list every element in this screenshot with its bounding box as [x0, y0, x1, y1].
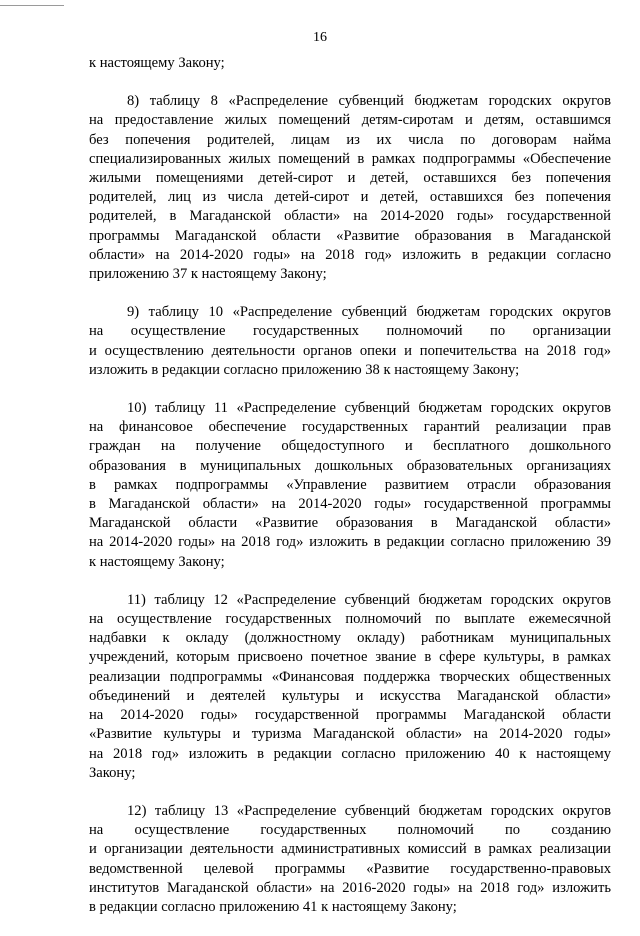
text-line: и организации деятельности административных комиссий в рамках реализации [89, 841, 611, 858]
text-line: учреждений, которым присвоено почетное звание в сфере культуры, в рамках [89, 649, 611, 666]
text-line: к настоящему Закону; [89, 553, 225, 570]
text-line: на 2018 год» изложить в редакции согласно приложению 40 к настоящему [89, 745, 611, 762]
text-line: области» на 2014-2020 годы» на 2018 год» изложить в редакции согласно [89, 246, 611, 263]
text-line: объединений и деятелей культуры и искусства Магаданской области» [89, 687, 611, 704]
text-line: родителей, в Магаданской области» на 2014-2020 годы» государственной [89, 208, 611, 225]
page-number: 16 [313, 30, 327, 45]
text-line: на финансовое обеспечение государственных гарантий реализации прав [89, 419, 611, 436]
text-line: без попечения родителей, лицам из их числа по договорам найма [89, 131, 611, 148]
text-line: в Магаданской области» на 2014-2020 годы» государственной программы [89, 496, 611, 513]
text-line: Магаданской области «Развитие образования в Магаданской области» [89, 515, 611, 532]
text-line: на осуществление государственных полномочий по организации [89, 323, 611, 340]
text-line: на 2014-2020 годы» на 2018 год» изложить в редакции согласно приложению 39 [89, 534, 611, 551]
text-line: изложить в редакции согласно приложению 38 к настоящему Закону; [89, 361, 520, 378]
text-line: на осуществление государственных полномочий по выплате ежемесячной [89, 611, 611, 628]
text-line: на осуществление государственных полномочий по созданию [89, 822, 611, 839]
text-line: специализированных жилых помещений в рамках подпрограммы «Обеспечение [89, 150, 611, 167]
text-line: на предоставление жилых помещений детям-сиротам и детям, оставшимся [89, 112, 611, 129]
scan-edge-mark [0, 0, 64, 6]
text-line: ведомственной целевой программы «Развитие государственно-правовых [89, 860, 611, 877]
text-line: родителей, лиц из числа детей-сирот и детей, оставшихся без попечения [89, 189, 611, 206]
paragraph-4 [89, 591, 611, 783]
text-line: образования в муниципальных дошкольных образовательных организациях [89, 457, 611, 474]
text-line: Закону; [89, 764, 136, 781]
text-line: 9) таблицу 10 «Распределение субвенций бюджетам городских округов [127, 304, 611, 321]
text-line: приложению 37 к настоящему Закону; [89, 266, 327, 283]
text-line: граждан на получение общедоступного и бесплатного дошкольного [89, 438, 611, 455]
paragraph-1 [89, 92, 611, 284]
text-line: жилыми помещениями детей-сирот и детей, оставшихся без попечения [89, 170, 611, 187]
text-line: программы Магаданской области «Развитие образования в Магаданской [89, 227, 611, 244]
text-line: 11) таблицу 12 «Распределение субвенций бюджетам городских округов [127, 591, 611, 608]
document-body [89, 54, 611, 936]
text-line: институтов Магаданской области» на 2016-2020 годы» на 2018 год» изложить [89, 879, 611, 896]
text-line: в рамках подпрограммы «Управление развитием отрасли образования [89, 476, 611, 493]
text-line: 12) таблицу 13 «Распределение субвенций бюджетам городских округов [127, 802, 611, 819]
text-line: 8) таблицу 8 «Распределение субвенций бюджетам городских округов [127, 93, 611, 110]
text-line: в редакции согласно приложению 41 к настоящему Закону; [89, 898, 457, 915]
paragraph-0 [89, 54, 611, 73]
text-line: реализации подпрограммы «Финансовая поддержка творческих общественных [89, 668, 611, 685]
text-line: 10) таблицу 11 «Распределение субвенций бюджетам городских округов [127, 400, 611, 417]
text-line: к настоящему Закону; [89, 55, 225, 71]
text-line: надбавки к окладу (должностному окладу) работникам муниципальных [89, 630, 611, 647]
text-line: на 2014-2020 годы» государственной программы Магаданской области [89, 707, 611, 724]
text-line: и осуществлению деятельности органов опеки и попечительства на 2018 год» [89, 342, 611, 359]
text-line: «Развитие культуры и туризма Магаданской области» на 2014-2020 годы» [89, 726, 611, 743]
paragraph-5 [89, 802, 611, 917]
paragraph-2 [89, 303, 611, 380]
paragraph-3 [89, 399, 611, 572]
